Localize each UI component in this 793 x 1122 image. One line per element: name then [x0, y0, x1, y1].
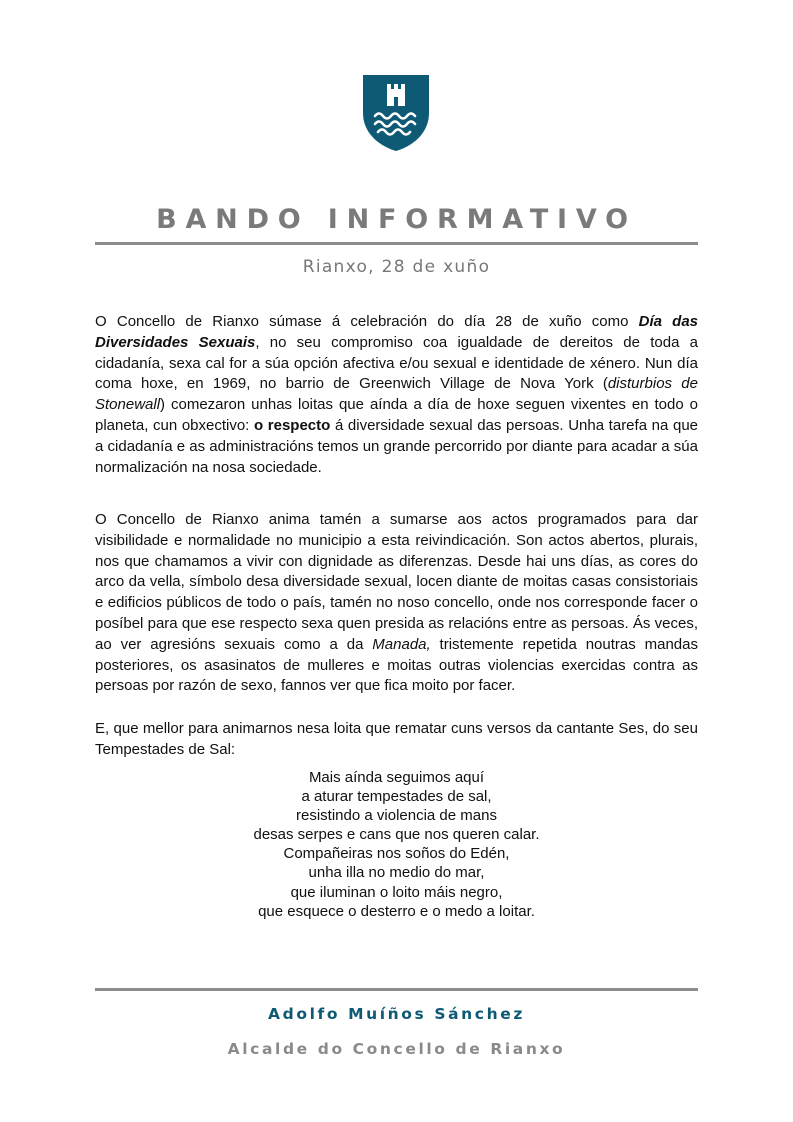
- p1-text-4: á diversidade sexual das persoas. Unha tarefa na que a cidadanía e as administracións temos un grande percorrido por diante para acadar a súa normalización na nosa sociedade.: [95, 416, 699, 476]
- poem-line: que iluminan o loito máis negro,: [290, 883, 503, 901]
- poem-line: desas serpes e cans que nos queren calar.: [253, 826, 540, 844]
- p1-text-2: , no seu compromiso coa igualdade de dereitos de toda a cidadanía, sexa cal for a súa opción afectiva e/ou sexual e identidade de xénero. Nun día coma hoxe, en 1969, no barrio de Greenwich Village de Nova York (: [95, 333, 698, 393]
- p2-emphasis-manada: Manada,: [372, 635, 431, 653]
- p2-text-2: tristemente repetida noutras mandas posteriores, os asasinatos de mulleres e moitas outras violencias exercidas contra as persoas por razón de sexo, fannos ver que fica moito por facer.: [95, 635, 698, 695]
- p1-text-1: O Concello de Rianxo súmase á celebración do día 28 de xuño como: [95, 313, 639, 330]
- poem-line: Mais aínda seguimos aquí: [308, 769, 485, 786]
- signer-name: Adolfo Muíños Sánchez: [268, 1005, 525, 1023]
- poem-line: unha illa no medio do mar,: [308, 864, 485, 882]
- poem-line: resistindo a violencia de mans: [296, 807, 497, 825]
- poem-line: Compañeiras nos soños do Edén,: [283, 845, 510, 863]
- poem: [95, 768, 698, 921]
- p1-emphasis-stonewall: disturbios de Stonewall: [95, 375, 698, 414]
- footer-divider: [95, 988, 698, 991]
- signer-role: Alcalde do Concello de Rianxo: [227, 1040, 566, 1058]
- paragraph-1: [95, 312, 698, 478]
- place-date: Rianxo, 28 de xuño: [302, 257, 491, 277]
- p2-text-1: O Concello de Rianxo anima tamén a sumarse aos actos programados para dar visibilidade e normalidade no municipio a esta reivindicación. Son actos abertos, plurais, nos que chamamos a vivir con dignidade as diferenzas. Desde hai uns días, as cores do arco da vella, símbolo desa diversidade sexual, locen diante de moitas casas consistoriais e edificios públicos de todo o país, tamén no noso concello, onde nos corresponde facer o posíbel para que ese respecto sexa quen presida as relacións entre as persoas. Ás veces, ao ver agresións sexuais como a da: [95, 511, 698, 653]
- header-divider: [95, 242, 698, 245]
- p1-text-3: ) comezaron unhas loitas que aínda a día de hoxe seguen vixentes en todo o planeta, cun obxectivo:: [95, 396, 698, 434]
- paragraph-3: E, que mellor para animarnos nesa loita que rematar cuns versos da cantante Ses, do seu Tempestades de Sal:: [95, 720, 698, 758]
- poem-line: que esquece o desterro e o medo a loitar.: [258, 902, 535, 920]
- p1-emphasis-respect: o respecto: [253, 416, 331, 434]
- page-title: BANDO INFORMATIVO: [156, 204, 637, 235]
- p1-emphasis-day: Día das Diversidades Sexuais: [95, 313, 699, 351]
- poem-line: a aturar tempestades de sal,: [301, 788, 492, 806]
- castle-waves-shield-icon: [363, 75, 429, 151]
- paragraph-2: [95, 510, 698, 697]
